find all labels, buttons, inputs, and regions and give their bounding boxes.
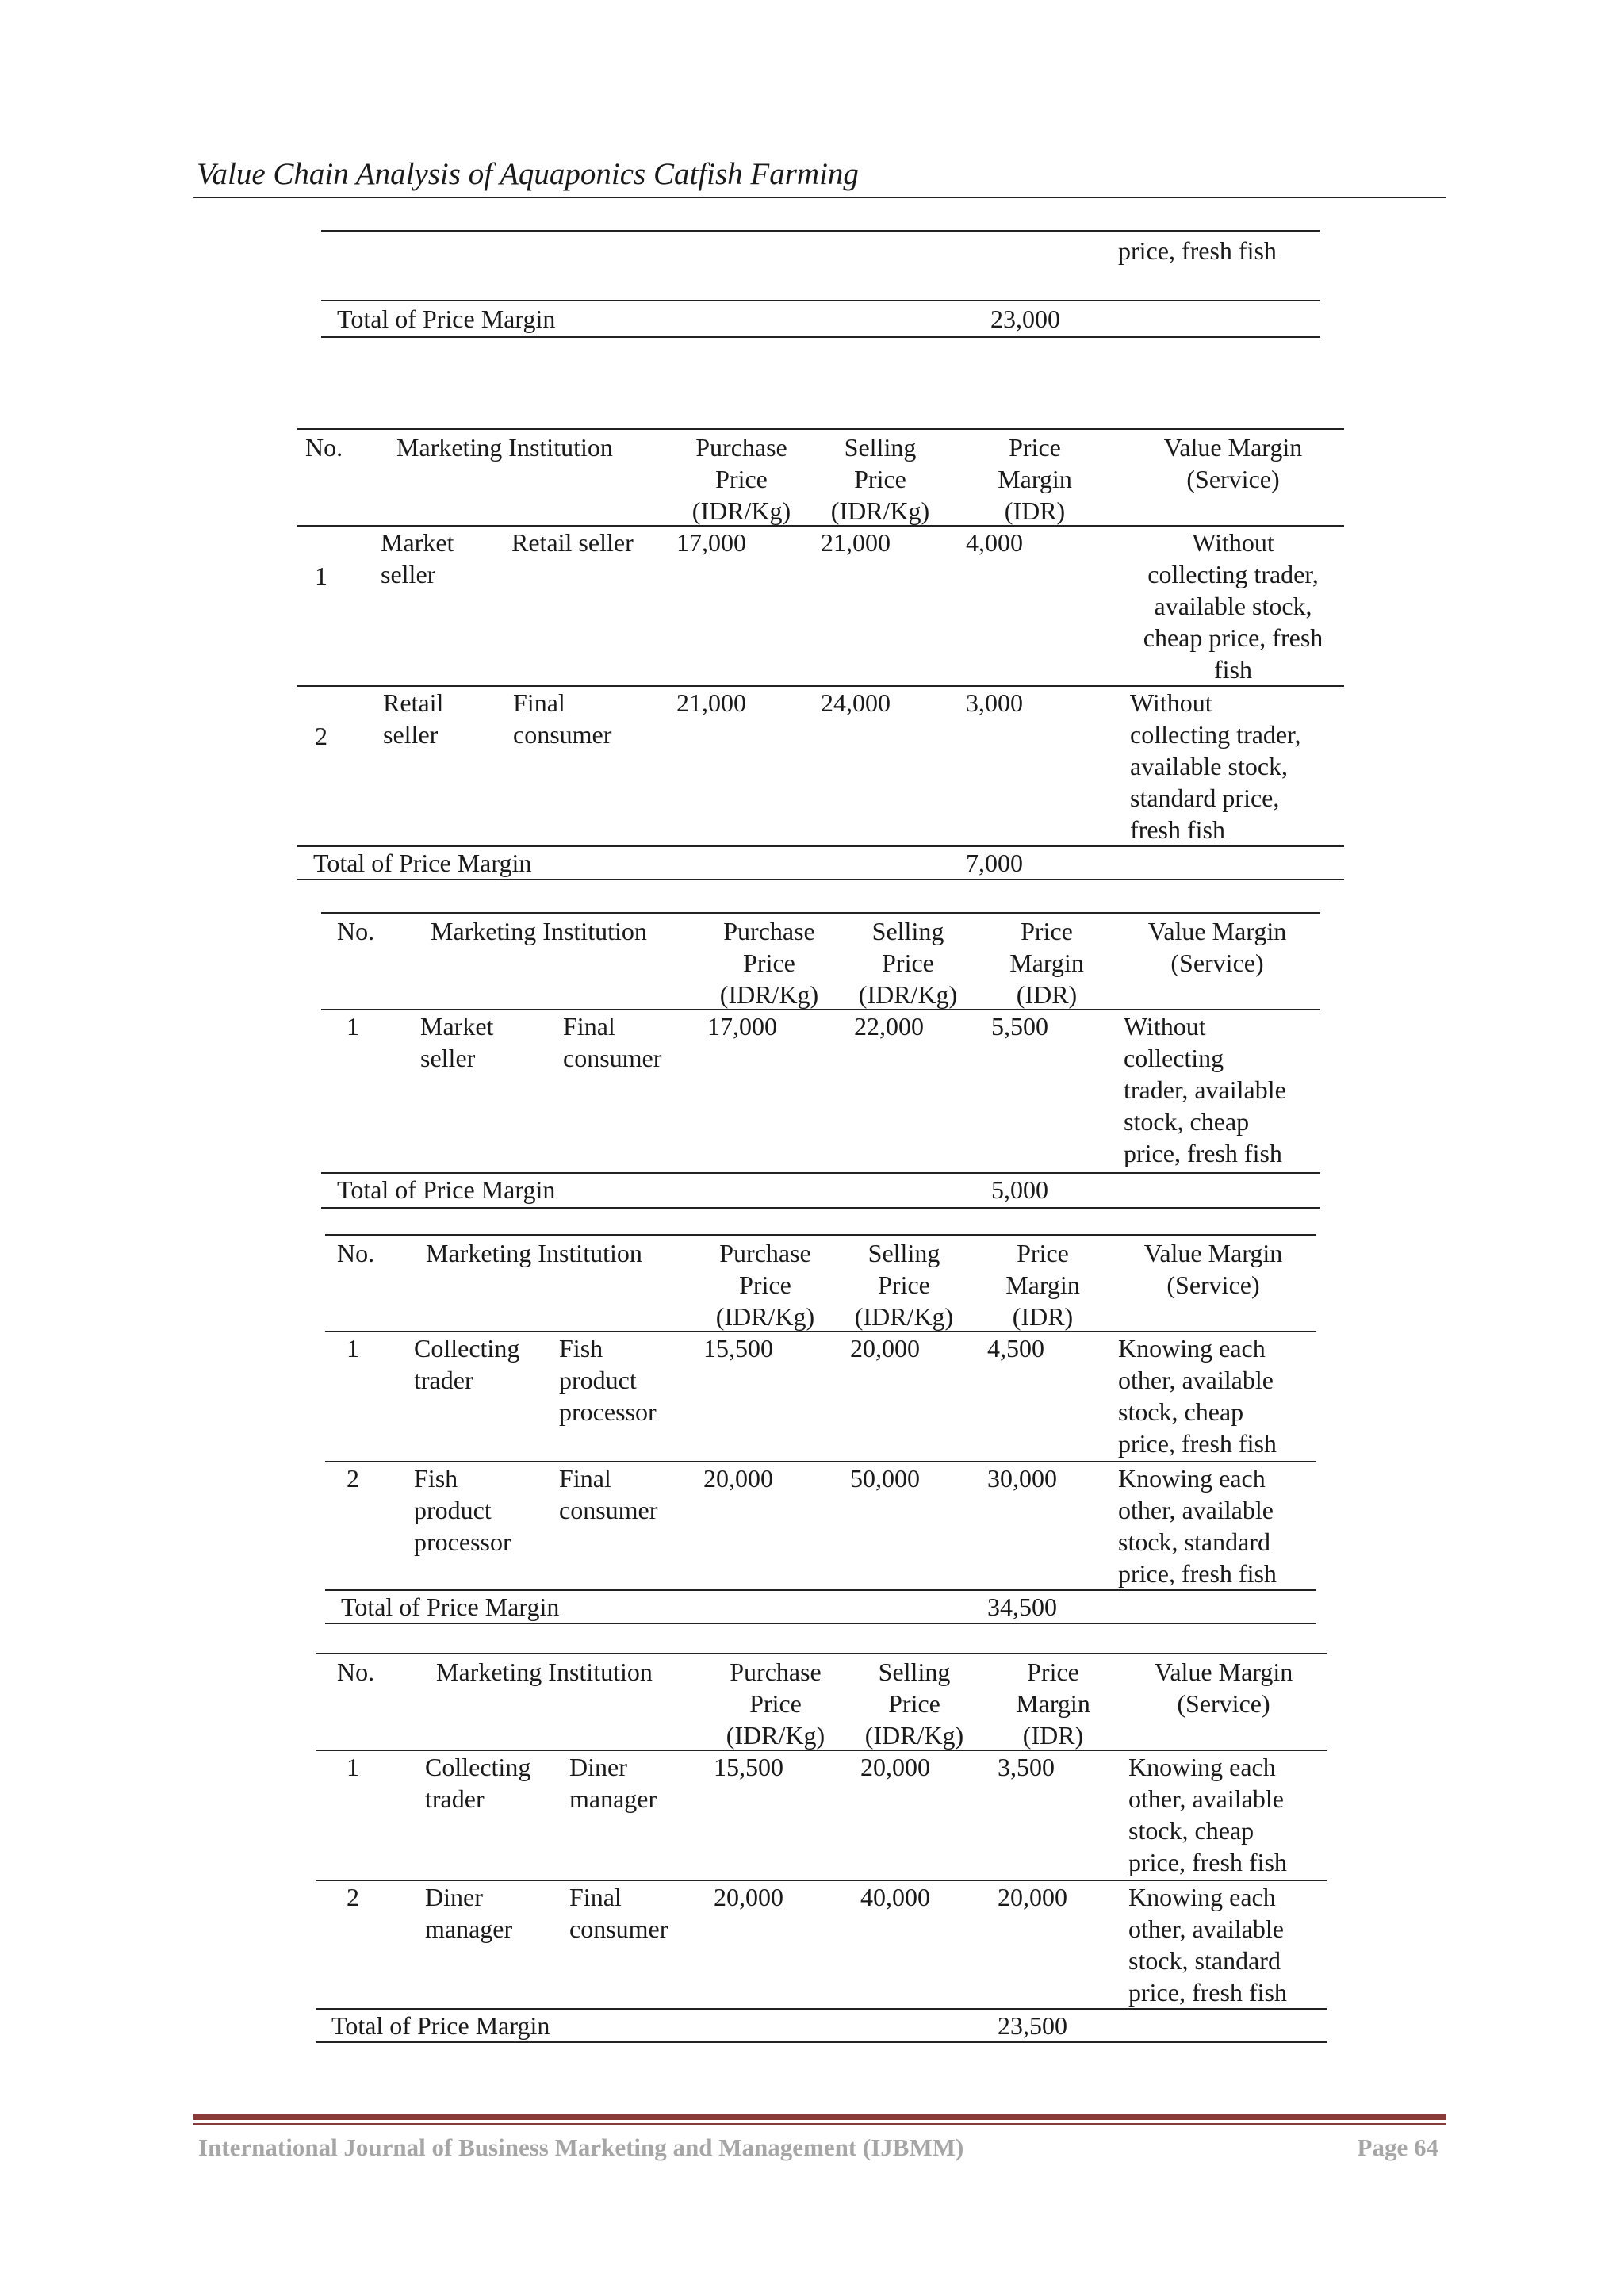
row-selling: 40,000 [860, 1883, 930, 1911]
table-rule [316, 1653, 1327, 1654]
total-value: 23,500 [998, 2011, 1067, 2040]
row-selling: 50,000 [850, 1464, 920, 1493]
row-selling: 22,000 [854, 1012, 924, 1041]
row-margin: 30,000 [987, 1464, 1057, 1493]
row-value: Knowing each other, available stock, cheap price, fresh fish [1128, 1753, 1287, 1876]
footer-rule [193, 2114, 1446, 2120]
col-header-purchase: Purchase Price (IDR/Kg) [691, 433, 791, 525]
price-margin-table [321, 912, 1320, 1210]
total-label: Total of Price Margin [331, 2011, 550, 2040]
row-purchase: 17,000 [707, 1012, 777, 1041]
row-value: Without collecting trader, available stock, standard price, fresh fish [1130, 688, 1301, 844]
row-no: 1 [347, 1753, 359, 1781]
row-from: Collecting trader [425, 1753, 531, 1813]
row-selling: 20,000 [850, 1334, 920, 1363]
value-margin-cell: price, fresh fish [1118, 236, 1277, 265]
row-purchase: 21,000 [676, 688, 746, 717]
row-purchase: 17,000 [676, 528, 746, 557]
table-rule [325, 1623, 1316, 1624]
row-to: Retail seller [511, 528, 634, 557]
row-no: 2 [315, 722, 327, 750]
col-header-selling: Selling Price (IDR/Kg) [854, 1239, 954, 1331]
row-margin: 4,000 [966, 528, 1023, 557]
row-selling: 21,000 [821, 528, 891, 557]
footer-rule [193, 2123, 1446, 2125]
row-purchase: 20,000 [714, 1883, 783, 1911]
row-to: Fish product processor [559, 1334, 657, 1426]
row-selling: 24,000 [821, 688, 891, 717]
row-to: Diner manager [569, 1753, 657, 1813]
col-header-institution: Marketing Institution [436, 1658, 653, 1686]
col-header-no: No. [337, 917, 375, 945]
table-rule [325, 1234, 1316, 1236]
row-purchase: 15,500 [703, 1334, 773, 1363]
total-label: Total of Price Margin [313, 849, 532, 877]
col-header-no: No. [337, 1239, 375, 1267]
col-header-value: Value Margin (Service) [1163, 433, 1303, 493]
row-margin: 3,000 [966, 688, 1023, 717]
row-no: 1 [347, 1334, 359, 1363]
col-header-no: No. [305, 433, 343, 462]
total-value: 34,500 [987, 1593, 1057, 1621]
row-to: Final consumer [563, 1012, 662, 1072]
table-rule [321, 230, 1320, 232]
col-header-value: Value Margin (Service) [1143, 1239, 1283, 1299]
table-rule [297, 879, 1344, 880]
row-to: Final consumer [513, 688, 612, 749]
total-label: Total of Price Margin [337, 305, 556, 333]
col-header-purchase: Purchase Price (IDR/Kg) [726, 1658, 825, 1750]
row-purchase: 20,000 [703, 1464, 773, 1493]
row-from: Diner manager [425, 1883, 513, 1943]
col-header-margin: Price Margin (IDR) [1009, 917, 1084, 1009]
row-margin: 20,000 [998, 1883, 1067, 1911]
col-header-value: Value Margin (Service) [1154, 1658, 1293, 1718]
row-margin: 5,500 [991, 1012, 1048, 1041]
row-from: Fish product processor [414, 1464, 511, 1556]
col-header-purchase: Purchase Price (IDR/Kg) [719, 917, 819, 1009]
row-margin: 4,500 [987, 1334, 1044, 1363]
table-rule [321, 336, 1320, 338]
col-header-selling: Selling Price (IDR/Kg) [858, 917, 958, 1009]
total-value: 7,000 [966, 849, 1023, 877]
col-header-value: Value Margin (Service) [1147, 917, 1287, 977]
row-from: Collecting trader [414, 1334, 520, 1394]
row-margin: 3,500 [998, 1753, 1055, 1781]
total-label: Total of Price Margin [341, 1593, 560, 1621]
row-to: Final consumer [559, 1464, 658, 1524]
row-from: Market seller [381, 528, 454, 588]
col-header-purchase: Purchase Price (IDR/Kg) [715, 1239, 815, 1331]
col-header-selling: Selling Price (IDR/Kg) [864, 1658, 964, 1750]
col-header-margin: Price Margin (IDR) [998, 433, 1072, 525]
row-value: Knowing each other, available stock, cheap price, fresh fish [1118, 1334, 1277, 1458]
running-title: Value Chain Analysis of Aquaponics Catfish Farming [197, 157, 859, 191]
row-no: 2 [347, 1883, 359, 1911]
table-rule [321, 1207, 1320, 1209]
col-header-institution: Marketing Institution [431, 917, 647, 945]
row-purchase: 15,500 [714, 1753, 783, 1781]
col-header-margin: Price Margin (IDR) [1005, 1239, 1080, 1331]
table-rule [321, 300, 1320, 301]
col-header-margin: Price Margin (IDR) [1016, 1658, 1090, 1750]
row-to: Final consumer [569, 1883, 668, 1943]
col-header-selling: Selling Price (IDR/Kg) [830, 433, 930, 525]
price-margin-table [316, 1653, 1327, 2045]
price-margin-table [297, 428, 1344, 880]
col-header-institution: Marketing Institution [396, 433, 613, 462]
row-no: 1 [315, 562, 327, 590]
price-margin-table [325, 1234, 1316, 1626]
row-selling: 20,000 [860, 1753, 930, 1781]
row-value: Without collecting trader, available stock, cheap price, fresh fish [1124, 1012, 1286, 1167]
row-value: Knowing each other, available stock, standard price, fresh fish [1118, 1464, 1277, 1588]
col-header-no: No. [337, 1658, 375, 1686]
row-value: Without collecting trader, available stock, cheap price, fresh fish [1143, 528, 1323, 684]
row-from: Market seller [420, 1012, 494, 1072]
page-number: Page 64 [1357, 2133, 1438, 2161]
row-no: 1 [347, 1012, 359, 1041]
table-continued [321, 230, 1320, 338]
table-rule [297, 428, 1344, 430]
row-from: Retail seller [383, 688, 444, 749]
total-value: 23,000 [990, 305, 1060, 333]
col-header-institution: Marketing Institution [426, 1239, 642, 1267]
table-rule [316, 2041, 1327, 2043]
row-no: 2 [347, 1464, 359, 1493]
total-value: 5,000 [991, 1175, 1048, 1204]
journal-name: International Journal of Business Marketing and Management (IJBMM) [198, 2133, 964, 2161]
total-label: Total of Price Margin [337, 1175, 556, 1204]
row-value: Knowing each other, available stock, standard price, fresh fish [1128, 1883, 1287, 2007]
header-rule [193, 197, 1446, 198]
table-rule [321, 912, 1320, 914]
